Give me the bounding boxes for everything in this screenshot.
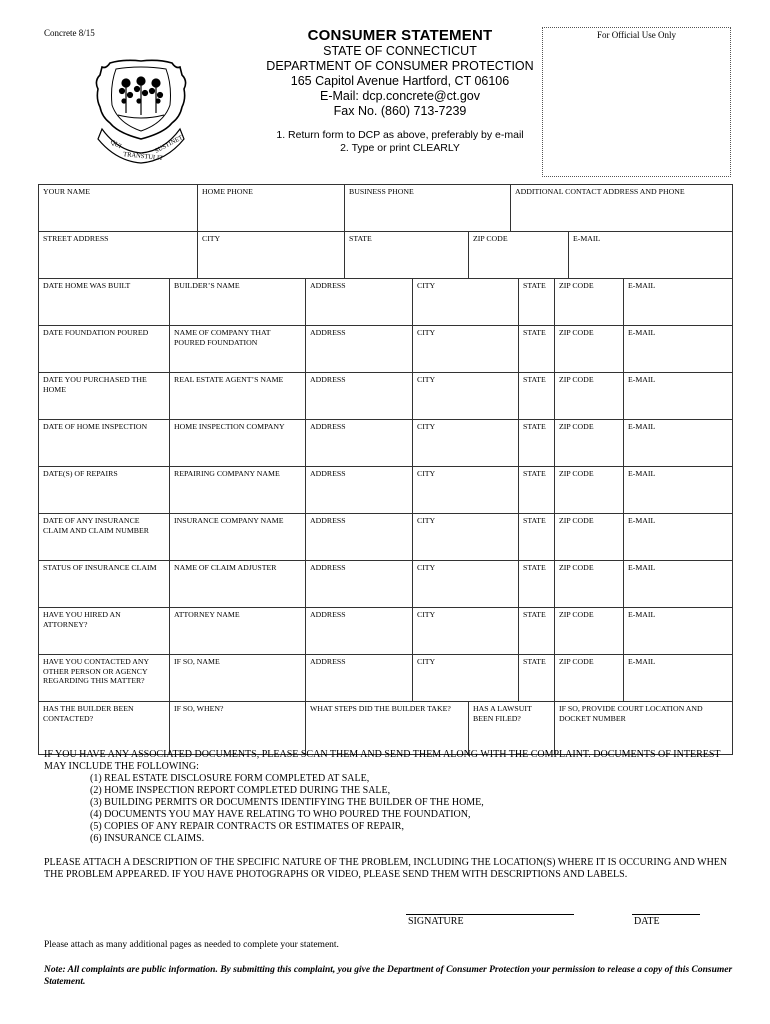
field-state[interactable]: STATE [519, 561, 555, 608]
field-address[interactable]: ADDRESS [306, 326, 413, 373]
field-contacted-when[interactable]: IF SO, WHEN? [170, 702, 306, 755]
field-state[interactable]: STATE [519, 279, 555, 326]
table-row [39, 702, 733, 755]
list-item: (4) DOCUMENTS YOU MAY HAVE RELATING TO WHO POURED THE FOUNDATION, [90, 809, 471, 820]
field-address[interactable]: ADDRESS [306, 279, 413, 326]
department-address: 165 Capitol Avenue Hartford, CT 06106 [290, 74, 510, 88]
page-title: CONSUMER STATEMENT [307, 27, 493, 44]
field-company[interactable]: NAME OF COMPANY THAT POURED FOUNDATION [170, 326, 306, 373]
field-date[interactable]: DATE YOU PURCHASED THE HOME [39, 373, 170, 420]
field-zip[interactable]: ZIP CODE [555, 514, 624, 561]
field-email[interactable]: E-MAIL [624, 326, 733, 373]
table-row [39, 326, 733, 373]
field-street-address[interactable]: STREET ADDRESS [39, 232, 198, 279]
field-company[interactable]: INSURANCE COMPANY NAME [170, 514, 306, 561]
field-email[interactable]: E-MAIL [624, 420, 733, 467]
state-name: STATE OF CONNECTICUT [323, 44, 477, 58]
date-label: DATE [634, 916, 660, 927]
date-line[interactable] [632, 914, 700, 915]
list-item: (1) REAL ESTATE DISCLOSURE FORM COMPLETED AT SALE, [90, 773, 370, 784]
field-state[interactable]: STATE [519, 420, 555, 467]
table-row [39, 232, 733, 279]
field-company[interactable]: ATTORNEY NAME [170, 608, 306, 655]
documents-intro: IF YOU HAVE ANY ASSOCIATED DOCUMENTS, PLEASE SCAN THEM AND SEND THEM ALONG WITH THE COMPLAINT. DOCUMENTS OF INTEREST MAY INCLUDE THE FOLLOWING: [44, 749, 721, 772]
field-city[interactable]: CITY [413, 420, 519, 467]
signature-line[interactable] [406, 914, 574, 915]
table-row [39, 185, 733, 232]
field-company[interactable]: BUILDER’S NAME [170, 279, 306, 326]
field-address[interactable]: ADDRESS [306, 561, 413, 608]
field-company[interactable]: HOME INSPECTION COMPANY [170, 420, 306, 467]
field-zip[interactable]: ZIP CODE [555, 608, 624, 655]
field-company[interactable]: REAL ESTATE AGENT’S NAME [170, 373, 306, 420]
field-court-docket[interactable]: IF SO, PROVIDE COURT LOCATION AND DOCKET NUMBER [555, 702, 733, 755]
field-date[interactable]: DATE OF HOME INSPECTION [39, 420, 170, 467]
field-home-phone[interactable]: HOME PHONE [198, 185, 345, 232]
field-zip[interactable]: ZIP CODE [555, 326, 624, 373]
field-zip[interactable]: ZIP CODE [555, 420, 624, 467]
field-email[interactable]: E-MAIL [624, 561, 733, 608]
field-builder-steps[interactable]: WHAT STEPS DID THE BUILDER TAKE? [306, 702, 469, 755]
field-city[interactable]: CITY [413, 561, 519, 608]
field-zip[interactable]: ZIP CODE [555, 467, 624, 514]
field-state[interactable]: STATE [519, 655, 555, 702]
table-row [39, 279, 733, 326]
list-item: (3) BUILDING PERMITS OR DOCUMENTS IDENTIFYING THE BUILDER OF THE HOME, [90, 797, 484, 808]
seal-motto-sustinet: SUSTINET [153, 134, 185, 155]
field-state[interactable]: STATE [519, 467, 555, 514]
table-row [39, 655, 733, 702]
instruction-2: 2. Type or print CLEARLY [340, 141, 460, 154]
department-email: E-Mail: dcp.concrete@ct.gov [320, 89, 480, 103]
field-address[interactable]: ADDRESS [306, 467, 413, 514]
field-additional-contact[interactable]: ADDITIONAL CONTACT ADDRESS AND PHONE [511, 185, 733, 232]
list-item: (6) INSURANCE CLAIMS. [90, 833, 205, 844]
field-date[interactable]: HAVE YOU HIRED AN ATTORNEY? [39, 608, 170, 655]
field-company[interactable]: IF SO, NAME [170, 655, 306, 702]
field-city[interactable]: CITY [413, 279, 519, 326]
official-use-box [542, 27, 731, 177]
field-address[interactable]: ADDRESS [306, 514, 413, 561]
signature-label: SIGNATURE [408, 916, 464, 927]
field-business-phone[interactable]: BUSINESS PHONE [345, 185, 511, 232]
field-address[interactable]: ADDRESS [306, 655, 413, 702]
seal-motto-transtulit: TRANSTULIT [122, 151, 164, 163]
field-date[interactable]: STATUS OF INSURANCE CLAIM [39, 561, 170, 608]
field-state[interactable]: STATE [519, 326, 555, 373]
field-state[interactable]: STATE [519, 373, 555, 420]
field-city[interactable]: CITY [413, 514, 519, 561]
field-email[interactable]: E-MAIL [624, 608, 733, 655]
table-row [39, 420, 733, 467]
public-info-note: Note: All complaints are public information. By submitting this complaint, you give the Department of Consumer Protection your permission to release a copy of this Consumer Statement. [44, 965, 733, 987]
table-row [39, 467, 733, 514]
field-date[interactable]: DATE HOME WAS BUILT [39, 279, 170, 326]
field-email[interactable]: E-MAIL [624, 373, 733, 420]
field-date[interactable]: HAVE YOU CONTACTED ANY OTHER PERSON OR AGENCY REGARDING THIS MATTER? [39, 655, 170, 702]
table-row [39, 608, 733, 655]
field-lawsuit-filed[interactable]: HAS A LAWSUIT BEEN FILED? [469, 702, 555, 755]
field-zip[interactable]: ZIP CODE [555, 373, 624, 420]
field-city[interactable]: CITY [413, 373, 519, 420]
table-row [39, 514, 733, 561]
field-zip[interactable]: ZIP CODE [555, 655, 624, 702]
field-address[interactable]: ADDRESS [306, 420, 413, 467]
field-email[interactable]: E-MAIL [624, 279, 733, 326]
field-city[interactable]: CITY [413, 655, 519, 702]
form-code: Concrete 8/15 [44, 28, 95, 38]
field-city[interactable]: CITY [413, 608, 519, 655]
field-zip[interactable]: ZIP CODE [555, 279, 624, 326]
field-state[interactable]: STATE [519, 608, 555, 655]
documents-section [44, 749, 734, 881]
field-city[interactable]: CITY [413, 467, 519, 514]
attach-description: PLEASE ATTACH A DESCRIPTION OF THE SPECIFIC NATURE OF THE PROBLEM, INCLUDING THE LOCATION(S) WHERE IT IS OCCURING AND WHEN THE PROBLEM APPEARED. IF YOU HAVE PHOTOGRAPHS OR VIDEO, PLEASE SEND THEM WITH DESCRIPTIONS AND LABELS. [44, 857, 728, 880]
field-zip[interactable]: ZIP CODE [555, 561, 624, 608]
field-state[interactable]: STATE [519, 514, 555, 561]
field-email[interactable]: E-MAIL [624, 655, 733, 702]
table-row [39, 373, 733, 420]
field-city[interactable]: CITY [198, 232, 345, 279]
field-address[interactable]: ADDRESS [306, 608, 413, 655]
field-your-name[interactable]: YOUR NAME [39, 185, 198, 232]
field-date[interactable]: DATE FOUNDATION POURED [39, 326, 170, 373]
consumer-info-grid [38, 184, 733, 755]
state-seal-icon [88, 55, 194, 165]
field-address[interactable]: ADDRESS [306, 373, 413, 420]
field-company[interactable]: REPAIRING COMPANY NAME [170, 467, 306, 514]
field-date[interactable]: DATE(S) OF REPAIRS [39, 467, 170, 514]
form-header [220, 27, 580, 154]
field-zip-code[interactable]: ZIP CODE [469, 232, 569, 279]
list-item: (2) HOME INSPECTION REPORT COMPLETED DURING THE SALE, [90, 785, 391, 796]
department-name: DEPARTMENT OF CONSUMER PROTECTION [266, 59, 534, 73]
field-email[interactable]: E-MAIL [624, 467, 733, 514]
table-row [39, 561, 733, 608]
field-date[interactable]: DATE OF ANY INSURANCE CLAIM AND CLAIM NUMBER [39, 514, 170, 561]
instruction-1: 1. Return form to DCP as above, preferably by e-mail [276, 129, 524, 141]
field-company[interactable]: NAME OF CLAIM ADJUSTER [170, 561, 306, 608]
seal-motto-qui: QUI [109, 138, 123, 151]
field-city[interactable]: CITY [413, 326, 519, 373]
department-fax: Fax No. (860) 713-7239 [333, 104, 467, 118]
field-email[interactable]: E-MAIL [624, 514, 733, 561]
field-builder-contacted[interactable]: HAS THE BUILDER BEEN CONTACTED? [39, 702, 170, 755]
documents-list [44, 773, 734, 845]
official-use-label: For Official Use Only [596, 30, 677, 40]
field-state[interactable]: STATE [345, 232, 469, 279]
list-item: (5) COPIES OF ANY REPAIR CONTRACTS OR ESTIMATES OF REPAIR, [90, 821, 404, 832]
field-email[interactable]: E-MAIL [569, 232, 733, 279]
attach-pages-note: Please attach as many additional pages as needed to complete your statement. [44, 940, 339, 950]
